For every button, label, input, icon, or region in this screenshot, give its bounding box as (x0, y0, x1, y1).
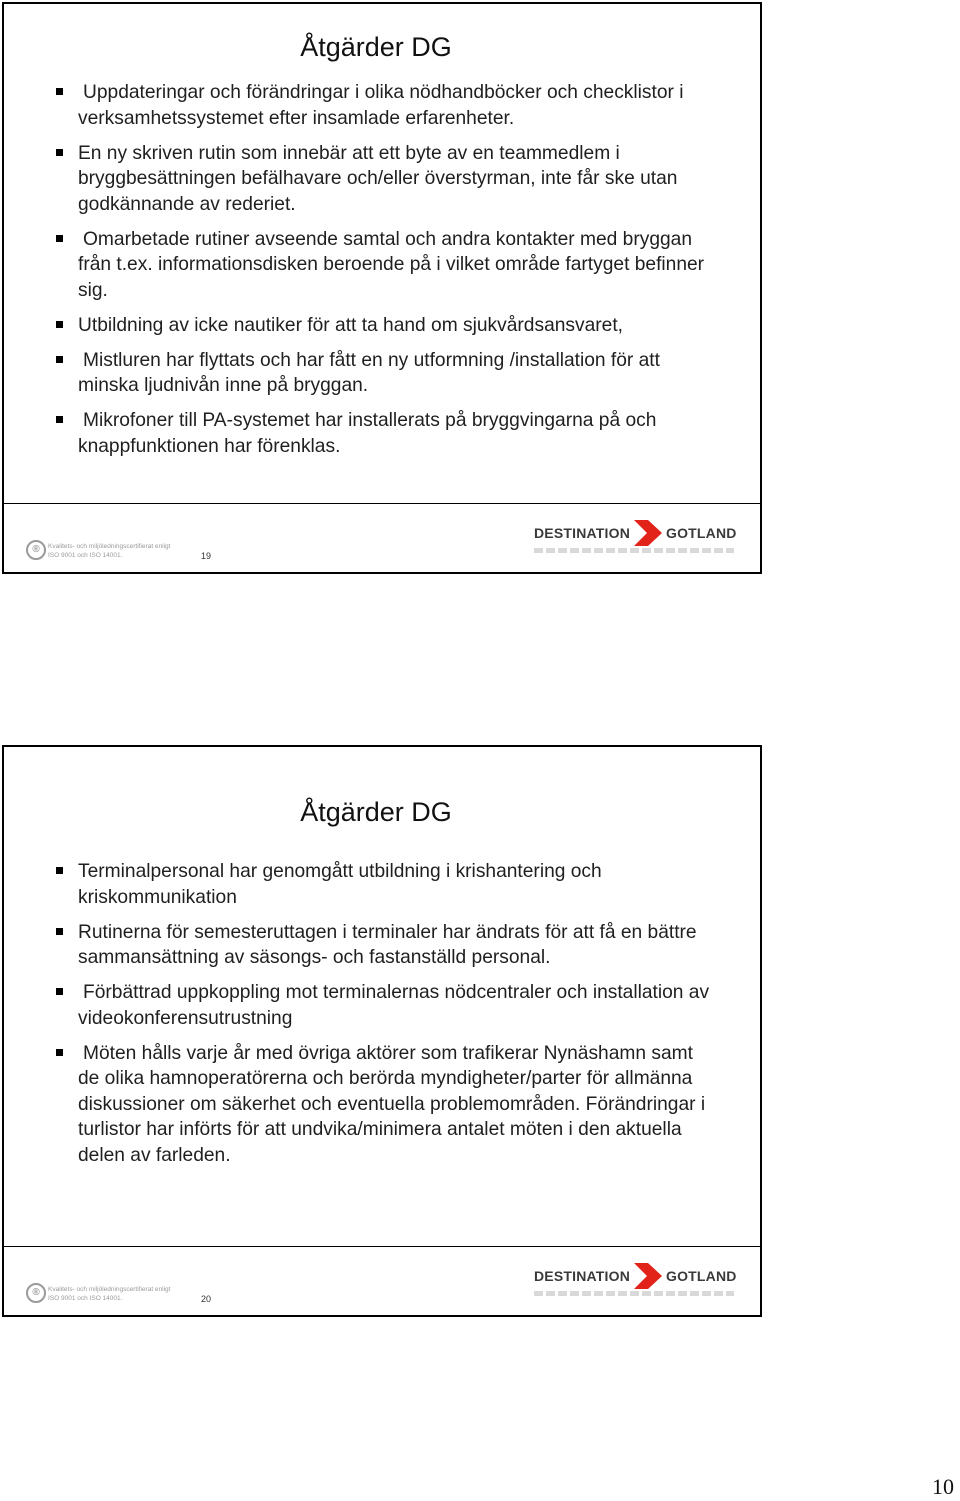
brand-word-destination: DESTINATION (534, 1268, 631, 1284)
bullet-list (56, 80, 716, 469)
bullet-item (56, 227, 716, 304)
bullet-item (56, 920, 716, 971)
bullet-item (56, 348, 716, 399)
chevron-right-icon (634, 518, 664, 548)
certification-line: ISO 9001 och ISO 14001. (48, 1295, 123, 1302)
square-bullet-icon (56, 88, 63, 95)
bullet-text: Rutinerna för semesteruttagen i terminaler har ändrats för att få en bättre sammansättning av säsongs- och fastanställd personal. (78, 921, 697, 968)
certification-seal-icon: ® (26, 1283, 46, 1303)
bullet-list (56, 859, 716, 1178)
square-bullet-icon (56, 988, 63, 995)
chevron-right-icon (634, 1261, 664, 1291)
bullet-item (56, 408, 716, 459)
certification-text (48, 1285, 170, 1303)
bullet-text: Utbildning av icke nautiker för att ta hand om sjukvårdsansvaret, (78, 314, 623, 336)
sheet-page-number: 10 (932, 1474, 954, 1499)
bullet-item (56, 80, 716, 131)
slide-title: Åtgärder DG (300, 32, 452, 62)
slide-footer (4, 503, 760, 572)
square-bullet-icon (56, 867, 63, 874)
bullet-text: Mikrofoner till PA-systemet har installerats på bryggvingarna på och knappfunktionen har förenklas. (78, 410, 657, 457)
square-bullet-icon (56, 235, 63, 242)
certification-line: ISO 9001 och ISO 14001. (48, 552, 123, 559)
bullet-text: Möten hålls varje år med övriga aktörer som trafikerar Nynäshamn samt de olika hamnoperatörerna och berörda myndigheter/parter för allmänna diskussioner om säkerhet och eventuella problemområden. Förändringar i turlistor har införts för att undvika/minimera antalet möten i den aktuella delen av farleden. (78, 1042, 706, 1166)
bullet-item (56, 313, 716, 339)
destination-gotland-logo (532, 1261, 738, 1307)
slide-footer (4, 1246, 760, 1315)
brand-word-destination: DESTINATION (534, 525, 631, 541)
bullet-text: Terminalpersonal har genomgått utbildning i krishantering och kriskommunikation (78, 861, 602, 908)
square-bullet-icon (56, 149, 63, 156)
slide-19 (2, 2, 762, 574)
square-bullet-icon (56, 356, 63, 363)
square-bullet-icon (56, 321, 63, 328)
slide-page-number: 20 (201, 1294, 212, 1304)
certification-line: Kvalitets- och miljöledningscertifierat enligt (48, 543, 171, 550)
destination-gotland-logo (532, 518, 738, 564)
slide-body (4, 4, 760, 504)
bullet-item (56, 859, 716, 910)
slide-body (4, 747, 760, 1247)
brand-tagline-decoration (534, 548, 734, 553)
certification-line: Kvalitets- och miljöledningscertifierat enligt (48, 1286, 171, 1293)
bullet-text: Förbättrad uppkoppling mot terminalernas nödcentraler och installation av videokonferensutrustning (78, 982, 710, 1029)
slide-title: Åtgärder DG (300, 797, 452, 827)
bullet-text: Mistluren har flyttats och har fått en ny utformning /installation för att minska ljudnivån inne på bryggan. (78, 349, 660, 396)
bullet-item (56, 1041, 716, 1169)
slide-page-number: 19 (201, 551, 212, 561)
bullet-text: Omarbetade rutiner avseende samtal och andra kontakter med bryggan från t.ex. informationsdisken beroende på i vilket område fartyget befinner sig. (78, 228, 705, 301)
square-bullet-icon (56, 928, 63, 935)
brand-tagline-decoration (534, 1291, 734, 1296)
brand-word-gotland: GOTLAND (666, 1268, 737, 1284)
brand-word-gotland: GOTLAND (666, 525, 737, 541)
slide-20 (2, 745, 762, 1317)
bullet-text: Uppdateringar och förändringar i olika nödhandböcker och checklistor i verksamhetssystemet efter insamlade erfarenheter. (78, 82, 684, 129)
bullet-item (56, 980, 716, 1031)
bullet-item (56, 141, 716, 218)
square-bullet-icon (56, 1049, 63, 1056)
certification-text (48, 542, 170, 560)
bullet-text: En ny skriven rutin som innebär att ett byte av en teammedlem i bryggbesättningen befälhavare och/eller överstyrman, inte får ske utan godkännande av rederiet. (78, 142, 678, 215)
square-bullet-icon (56, 416, 63, 423)
certification-seal-icon: ® (26, 540, 46, 560)
